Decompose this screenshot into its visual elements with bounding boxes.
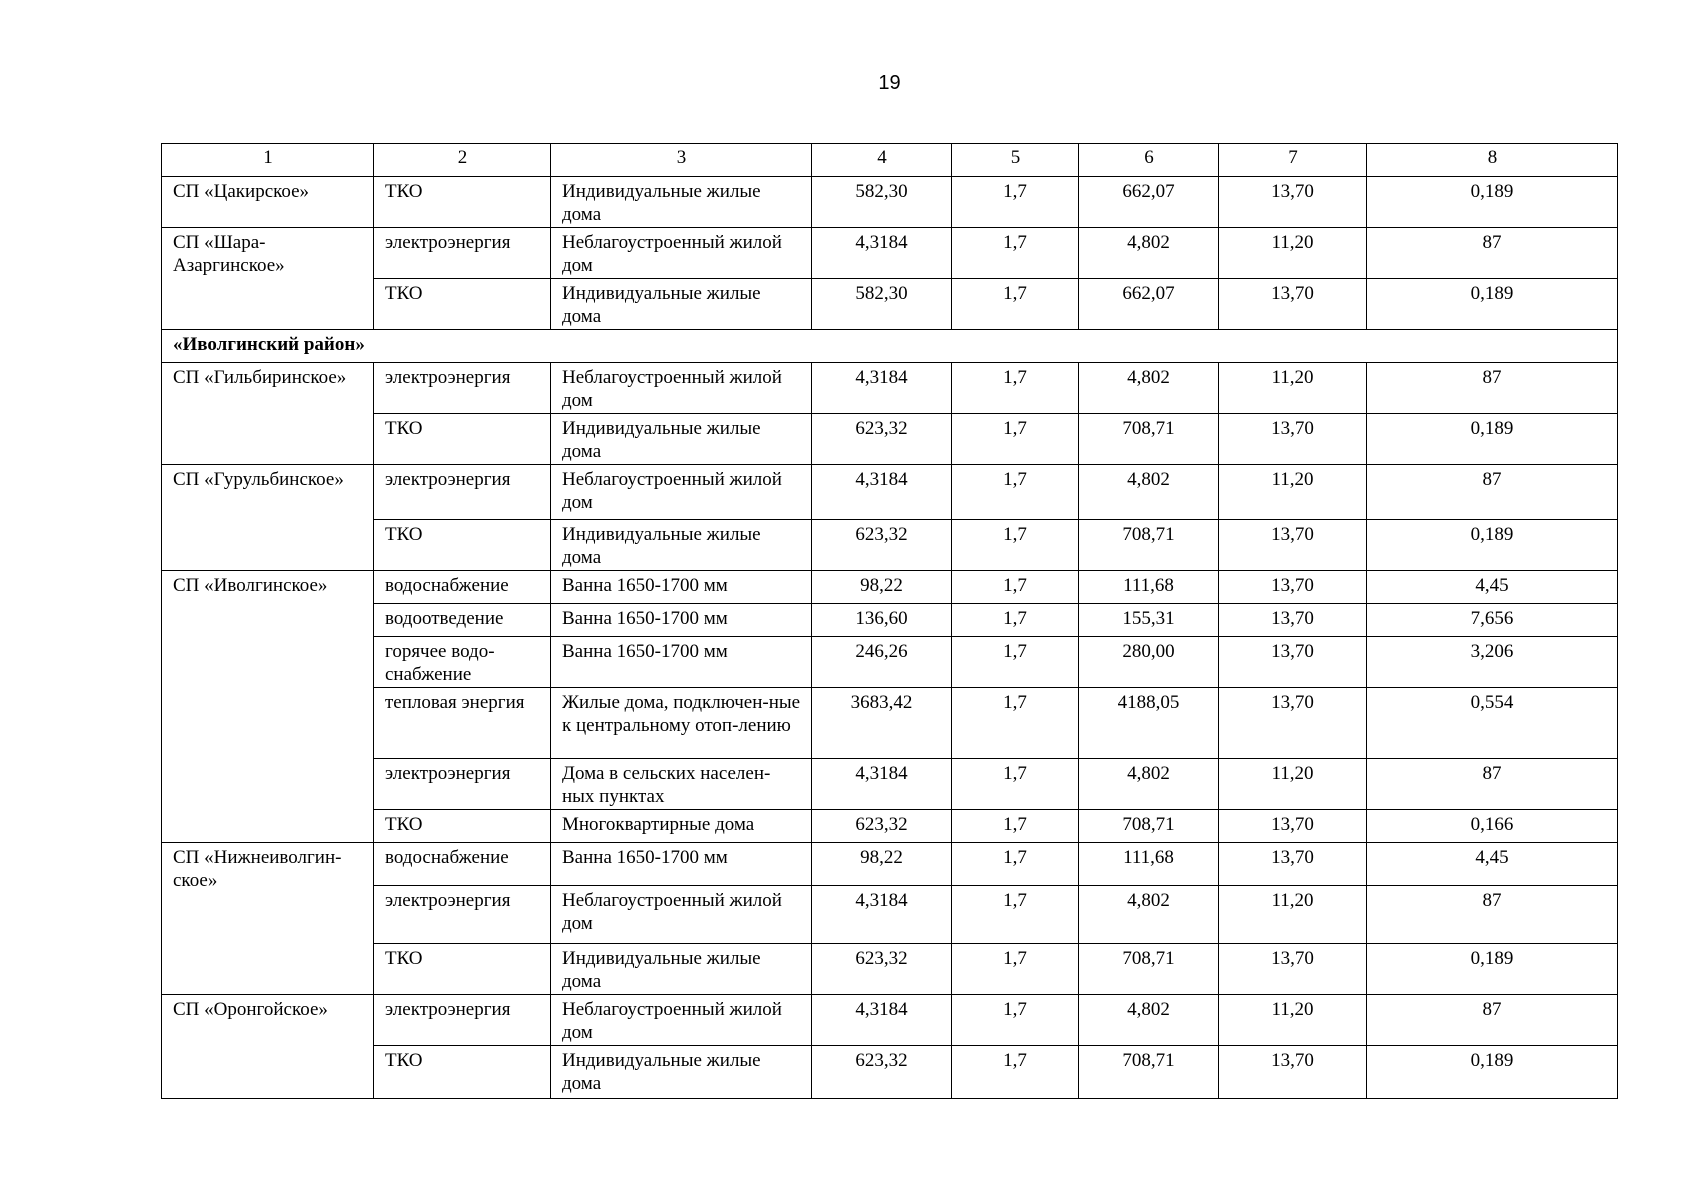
table-row — [162, 1046, 1618, 1099]
table-row — [162, 944, 1618, 995]
settlement-cell: СП «Оронгойское» — [162, 995, 374, 1099]
value-col7-cell: 11,20 — [1219, 886, 1367, 944]
value-col8-cell: 0,189 — [1367, 279, 1618, 330]
header-cell: 2 — [374, 144, 551, 177]
settlement-cell: СП «Иволгинское» — [162, 571, 374, 843]
value-col7-cell: 11,20 — [1219, 228, 1367, 279]
value-col7-cell: 13,70 — [1219, 1046, 1367, 1099]
value-col5-cell: 1,7 — [952, 688, 1079, 759]
table-header-row — [162, 144, 1618, 177]
settlement-cell: СП «Цакирское» — [162, 177, 374, 228]
value-col6-cell: 111,68 — [1079, 571, 1219, 604]
value-col6-cell: 4,802 — [1079, 228, 1219, 279]
value-col5-cell: 1,7 — [952, 843, 1079, 886]
value-col5-cell: 1,7 — [952, 759, 1079, 810]
header-cell: 7 — [1219, 144, 1367, 177]
value-col8-cell: 87 — [1367, 759, 1618, 810]
service-cell: ТКО — [374, 279, 551, 330]
value-col6-cell: 4,802 — [1079, 363, 1219, 414]
settlement-cell: СП «Гильбиринское» — [162, 363, 374, 465]
value-col4-cell: 623,32 — [812, 520, 952, 571]
value-col5-cell: 1,7 — [952, 228, 1079, 279]
value-col4-cell: 582,30 — [812, 177, 952, 228]
object-type-cell: Индивидуальные жилые дома — [551, 1046, 812, 1099]
service-cell: электроэнергия — [374, 465, 551, 520]
object-type-cell: Индивидуальные жилые дома — [551, 414, 812, 465]
header-cell: 8 — [1367, 144, 1618, 177]
value-col4-cell: 98,22 — [812, 571, 952, 604]
header-cell: 3 — [551, 144, 812, 177]
service-cell: ТКО — [374, 944, 551, 995]
value-col7-cell: 13,70 — [1219, 177, 1367, 228]
value-col7-cell: 13,70 — [1219, 637, 1367, 688]
service-cell: тепловая энергия — [374, 688, 551, 759]
settlement-cell: СП «Нижнеиволгин-ское» — [162, 843, 374, 995]
value-col6-cell: 708,71 — [1079, 414, 1219, 465]
value-col5-cell: 1,7 — [952, 604, 1079, 637]
object-type-cell: Неблагоустроенный жилой дом — [551, 363, 812, 414]
value-col4-cell: 98,22 — [812, 843, 952, 886]
value-col6-cell: 708,71 — [1079, 810, 1219, 843]
table-row — [162, 759, 1618, 810]
object-type-cell: Дома в сельских населен-ных пунктах — [551, 759, 812, 810]
table-row — [162, 995, 1618, 1046]
value-col4-cell: 4,3184 — [812, 363, 952, 414]
object-type-cell: Многоквартирные дома — [551, 810, 812, 843]
value-col5-cell: 1,7 — [952, 177, 1079, 228]
value-col5-cell: 1,7 — [952, 637, 1079, 688]
value-col7-cell: 13,70 — [1219, 810, 1367, 843]
table-row — [162, 228, 1618, 279]
object-type-cell: Жилые дома, подключен-ные к центральному отоп-лению — [551, 688, 812, 759]
object-type-cell: Неблагоустроенный жилой дом — [551, 886, 812, 944]
value-col7-cell: 13,70 — [1219, 571, 1367, 604]
service-cell: электроэнергия — [374, 228, 551, 279]
value-col4-cell: 623,32 — [812, 1046, 952, 1099]
table-row — [162, 414, 1618, 465]
service-cell: ТКО — [374, 177, 551, 228]
value-col5-cell: 1,7 — [952, 520, 1079, 571]
object-type-cell: Ванна 1650-1700 мм — [551, 843, 812, 886]
value-col6-cell: 4,802 — [1079, 465, 1219, 520]
object-type-cell: Неблагоустроенный жилой дом — [551, 995, 812, 1046]
value-col5-cell: 1,7 — [952, 995, 1079, 1046]
value-col5-cell: 1,7 — [952, 886, 1079, 944]
value-col4-cell: 3683,42 — [812, 688, 952, 759]
service-cell: водоснабжение — [374, 571, 551, 604]
value-col4-cell: 623,32 — [812, 944, 952, 995]
value-col4-cell: 4,3184 — [812, 465, 952, 520]
value-col7-cell: 13,70 — [1219, 279, 1367, 330]
header-cell: 6 — [1079, 144, 1219, 177]
value-col8-cell: 87 — [1367, 465, 1618, 520]
service-cell: ТКО — [374, 414, 551, 465]
header-cell: 4 — [812, 144, 952, 177]
service-cell: водоснабжение — [374, 843, 551, 886]
value-col6-cell: 662,07 — [1079, 279, 1219, 330]
table-row — [162, 886, 1618, 944]
value-col7-cell: 11,20 — [1219, 995, 1367, 1046]
value-col8-cell: 87 — [1367, 228, 1618, 279]
value-col4-cell: 623,32 — [812, 810, 952, 843]
settlement-cell: СП «Гурульбинское» — [162, 465, 374, 571]
table-row — [162, 843, 1618, 886]
value-col7-cell: 13,70 — [1219, 688, 1367, 759]
table-row — [162, 637, 1618, 688]
value-col8-cell: 0,189 — [1367, 1046, 1618, 1099]
value-col5-cell: 1,7 — [952, 810, 1079, 843]
value-col7-cell: 11,20 — [1219, 759, 1367, 810]
service-cell: водоотведение — [374, 604, 551, 637]
value-col8-cell: 4,45 — [1367, 571, 1618, 604]
value-col6-cell: 662,07 — [1079, 177, 1219, 228]
object-type-cell: Индивидуальные жилые дома — [551, 520, 812, 571]
value-col7-cell: 13,70 — [1219, 944, 1367, 995]
value-col6-cell: 4,802 — [1079, 759, 1219, 810]
value-col6-cell: 4188,05 — [1079, 688, 1219, 759]
value-col6-cell: 111,68 — [1079, 843, 1219, 886]
object-type-cell: Ванна 1650-1700 мм — [551, 571, 812, 604]
table-row — [162, 363, 1618, 414]
value-col8-cell: 87 — [1367, 886, 1618, 944]
object-type-cell: Ванна 1650-1700 мм — [551, 604, 812, 637]
table-row — [162, 810, 1618, 843]
object-type-cell: Индивидуальные жилые дома — [551, 279, 812, 330]
value-col6-cell: 708,71 — [1079, 520, 1219, 571]
service-cell: электроэнергия — [374, 363, 551, 414]
value-col6-cell: 4,802 — [1079, 995, 1219, 1046]
value-col8-cell: 0,189 — [1367, 520, 1618, 571]
object-type-cell: Индивидуальные жилые дома — [551, 944, 812, 995]
value-col4-cell: 4,3184 — [812, 886, 952, 944]
value-col5-cell: 1,7 — [952, 279, 1079, 330]
value-col4-cell: 4,3184 — [812, 759, 952, 810]
table-row — [162, 465, 1618, 520]
section-title: «Иволгинский район» — [162, 330, 1618, 363]
section-row — [162, 330, 1618, 363]
value-col8-cell: 0,554 — [1367, 688, 1618, 759]
value-col8-cell: 0,189 — [1367, 944, 1618, 995]
header-cell: 5 — [952, 144, 1079, 177]
object-type-cell: Индивидуальные жилые дома — [551, 177, 812, 228]
service-cell: ТКО — [374, 520, 551, 571]
value-col8-cell: 87 — [1367, 995, 1618, 1046]
table-row — [162, 604, 1618, 637]
value-col6-cell: 708,71 — [1079, 944, 1219, 995]
value-col8-cell: 4,45 — [1367, 843, 1618, 886]
value-col5-cell: 1,7 — [952, 465, 1079, 520]
table-row — [162, 279, 1618, 330]
value-col7-cell: 11,20 — [1219, 465, 1367, 520]
page-number: 19 — [878, 72, 901, 94]
value-col4-cell: 4,3184 — [812, 228, 952, 279]
value-col6-cell: 4,802 — [1079, 886, 1219, 944]
table-row — [162, 177, 1618, 228]
value-col4-cell: 246,26 — [812, 637, 952, 688]
value-col8-cell: 0,166 — [1367, 810, 1618, 843]
value-col4-cell: 582,30 — [812, 279, 952, 330]
service-cell: электроэнергия — [374, 886, 551, 944]
value-col6-cell: 155,31 — [1079, 604, 1219, 637]
value-col8-cell: 87 — [1367, 363, 1618, 414]
value-col4-cell: 136,60 — [812, 604, 952, 637]
tariff-table — [161, 143, 1618, 1099]
object-type-cell: Неблагоустроенный жилой дом — [551, 228, 812, 279]
table-row — [162, 520, 1618, 571]
value-col4-cell: 623,32 — [812, 414, 952, 465]
value-col5-cell: 1,7 — [952, 363, 1079, 414]
value-col6-cell: 280,00 — [1079, 637, 1219, 688]
value-col7-cell: 13,70 — [1219, 414, 1367, 465]
value-col7-cell: 13,70 — [1219, 520, 1367, 571]
table-row — [162, 571, 1618, 604]
value-col8-cell: 0,189 — [1367, 177, 1618, 228]
service-cell: электроэнергия — [374, 995, 551, 1046]
table-row — [162, 688, 1618, 759]
header-cell: 1 — [162, 144, 374, 177]
value-col8-cell: 0,189 — [1367, 414, 1618, 465]
value-col5-cell: 1,7 — [952, 414, 1079, 465]
service-cell: ТКО — [374, 810, 551, 843]
settlement-cell: СП «Шара-Азаргинское» — [162, 228, 374, 330]
value-col7-cell: 13,70 — [1219, 843, 1367, 886]
service-cell: ТКО — [374, 1046, 551, 1099]
value-col7-cell: 13,70 — [1219, 604, 1367, 637]
service-cell: горячее водо-снабжение — [374, 637, 551, 688]
service-cell: электроэнергия — [374, 759, 551, 810]
value-col7-cell: 11,20 — [1219, 363, 1367, 414]
object-type-cell: Ванна 1650-1700 мм — [551, 637, 812, 688]
object-type-cell: Неблагоустроенный жилой дом — [551, 465, 812, 520]
value-col4-cell: 4,3184 — [812, 995, 952, 1046]
value-col8-cell: 3,206 — [1367, 637, 1618, 688]
value-col5-cell: 1,7 — [952, 571, 1079, 604]
value-col5-cell: 1,7 — [952, 944, 1079, 995]
value-col6-cell: 708,71 — [1079, 1046, 1219, 1099]
value-col8-cell: 7,656 — [1367, 604, 1618, 637]
value-col5-cell: 1,7 — [952, 1046, 1079, 1099]
